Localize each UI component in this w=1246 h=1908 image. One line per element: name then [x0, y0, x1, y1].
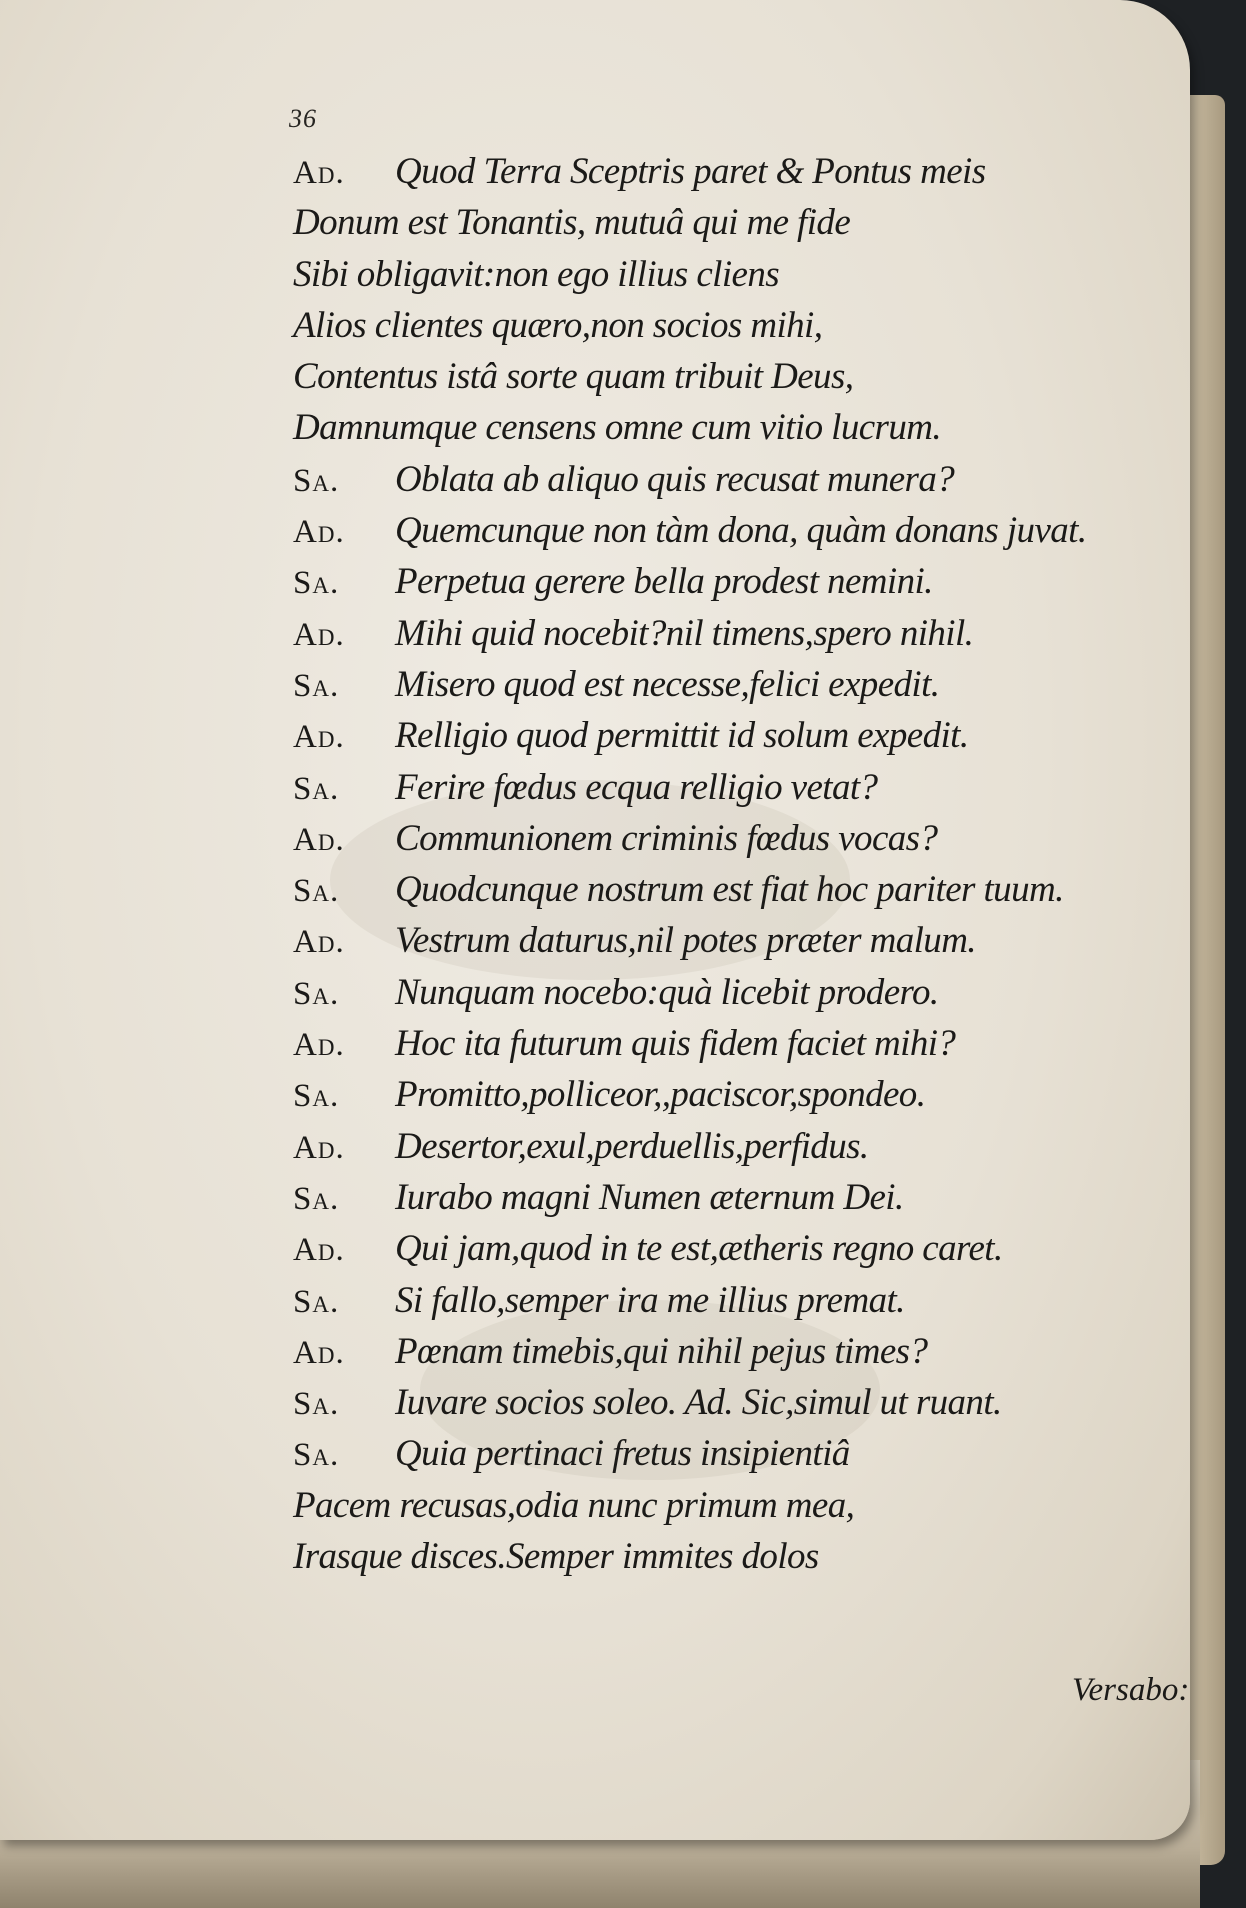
speaker-label: Ad. — [293, 155, 345, 191]
verse-line — [293, 766, 1153, 817]
speaker-label: Sa. — [293, 565, 340, 602]
verse-line — [293, 1484, 1153, 1535]
verse-text: Iuvare socios soleo. Ad. Sic,simul ut ruant. — [395, 1382, 1002, 1424]
verse-line — [293, 868, 1153, 919]
verse-line — [293, 1176, 1153, 1227]
verse-line — [293, 1125, 1153, 1176]
speaker-label: Sa. — [293, 1078, 340, 1115]
speaker-label: Ad. — [293, 719, 345, 756]
verse-text: Relligio quod permittit id solum expedit. — [395, 715, 969, 757]
speaker-label: Sa. — [293, 1437, 340, 1474]
verse-line — [293, 355, 1153, 406]
verse-text: Vestrum daturus,nil potes præter malum. — [395, 920, 976, 962]
verse-line — [293, 253, 1153, 304]
verse-line — [293, 612, 1153, 663]
verse-text: Quia pertinaci fretus insipientiâ — [395, 1433, 850, 1475]
verse-line — [293, 1227, 1153, 1278]
verse-line — [293, 406, 1153, 457]
verse-text: Pœnam timebis,qui nihil pejus times? — [395, 1330, 928, 1372]
verse-text: Ferire fœdus ecqua relligio vetat? — [395, 766, 878, 808]
verse-line — [293, 458, 1153, 509]
verse-text: Qui jam,quod in te est,ætheris regno caret. — [395, 1228, 1003, 1270]
verse-text: Irasque disces.Semper immites dolos — [293, 1536, 819, 1578]
speaker-label: Ad. — [293, 1334, 345, 1371]
speaker-label: Sa. — [293, 975, 340, 1012]
speaker-label: Ad. — [293, 514, 345, 551]
verse-text: Communionem criminis fœdus vocas? — [395, 817, 938, 859]
verse-text: Quemcunque non tàm dona, quàm donans juvat. — [395, 510, 1087, 552]
speaker-label: Sa. — [293, 1283, 340, 1320]
speaker-label: Sa. — [293, 770, 340, 807]
verse-line — [293, 919, 1153, 970]
verse-text: Misero quod est necesse,felici expedit. — [395, 663, 940, 705]
verse-text: Pacem recusas,odia nunc primum mea, — [293, 1484, 855, 1526]
speaker-label: Ad. — [293, 924, 345, 961]
verse-text: Promitto,polliceor,,paciscor,spondeo. — [395, 1074, 926, 1116]
verse-text: Contentus istâ sorte quam tribuit Deus, — [293, 356, 854, 398]
verse-text: Perpetua gerere bella prodest nemini. — [395, 561, 933, 603]
verse-text: Oblata ab aliquo quis recusat munera? — [395, 458, 955, 500]
verse-line — [293, 1535, 1153, 1586]
verse-text: Donum est Tonantis, mutuâ qui me fide — [293, 202, 851, 244]
speaker-label: Sa. — [293, 1386, 340, 1423]
verse-line — [293, 714, 1153, 765]
verse-text: Alios clientes quæro,non socios mihi, — [293, 304, 823, 346]
verse-line — [293, 1022, 1153, 1073]
page-number: 36 — [289, 104, 317, 133]
verse-text: Nunquam nocebo:quà licebit prodero. — [395, 971, 939, 1013]
speaker-label: Ad. — [293, 616, 345, 653]
verse-line — [293, 1073, 1153, 1124]
verse-text: Quod Terra Sceptris paret & Pontus meis — [395, 151, 986, 192]
speaker-label: Ad. — [293, 1232, 345, 1269]
verse-line — [293, 1432, 1153, 1483]
speaker-label: Sa. — [293, 1180, 340, 1217]
verse-text: Mihi quid nocebit?nil timens,spero nihil. — [395, 612, 974, 654]
speaker-label: Ad. — [293, 1129, 345, 1166]
speaker-label: Sa. — [293, 667, 340, 704]
verse-line — [293, 663, 1153, 714]
speaker-label: Ad. — [293, 1027, 345, 1064]
verse-line — [293, 1279, 1153, 1330]
verse-text: Desertor,exul,perduellis,perfidus. — [395, 1125, 869, 1167]
verse-text: Sibi obligavit:non ego illius cliens — [293, 253, 780, 295]
speaker-label: Sa. — [293, 873, 340, 910]
verse-line — [293, 1330, 1153, 1381]
verse-line — [293, 509, 1153, 560]
verse-line — [293, 817, 1153, 868]
verse-text: Hoc ita futurum quis fidem faciet mihi? — [395, 1023, 956, 1065]
verse-text: Iurabo magni Numen æternum Dei. — [395, 1176, 904, 1218]
verse-text: Quodcunque nostrum est fiat hoc pariter tuum. — [395, 869, 1064, 911]
speaker-label: Sa. — [293, 462, 340, 499]
verse-text-block — [293, 150, 1153, 1586]
verse-line — [293, 150, 1153, 201]
catchword: Versabo: — [1072, 1672, 1190, 1708]
verse-line — [293, 560, 1153, 611]
speaker-label: Ad. — [293, 821, 345, 858]
verse-line — [293, 1381, 1153, 1432]
verse-text: Si fallo,semper ira me illius premat. — [395, 1279, 905, 1321]
verse-line — [293, 201, 1153, 252]
verse-line — [293, 304, 1153, 355]
verse-line — [293, 971, 1153, 1022]
verse-text: Damnumque censens omne cum vitio lucrum. — [293, 407, 942, 449]
